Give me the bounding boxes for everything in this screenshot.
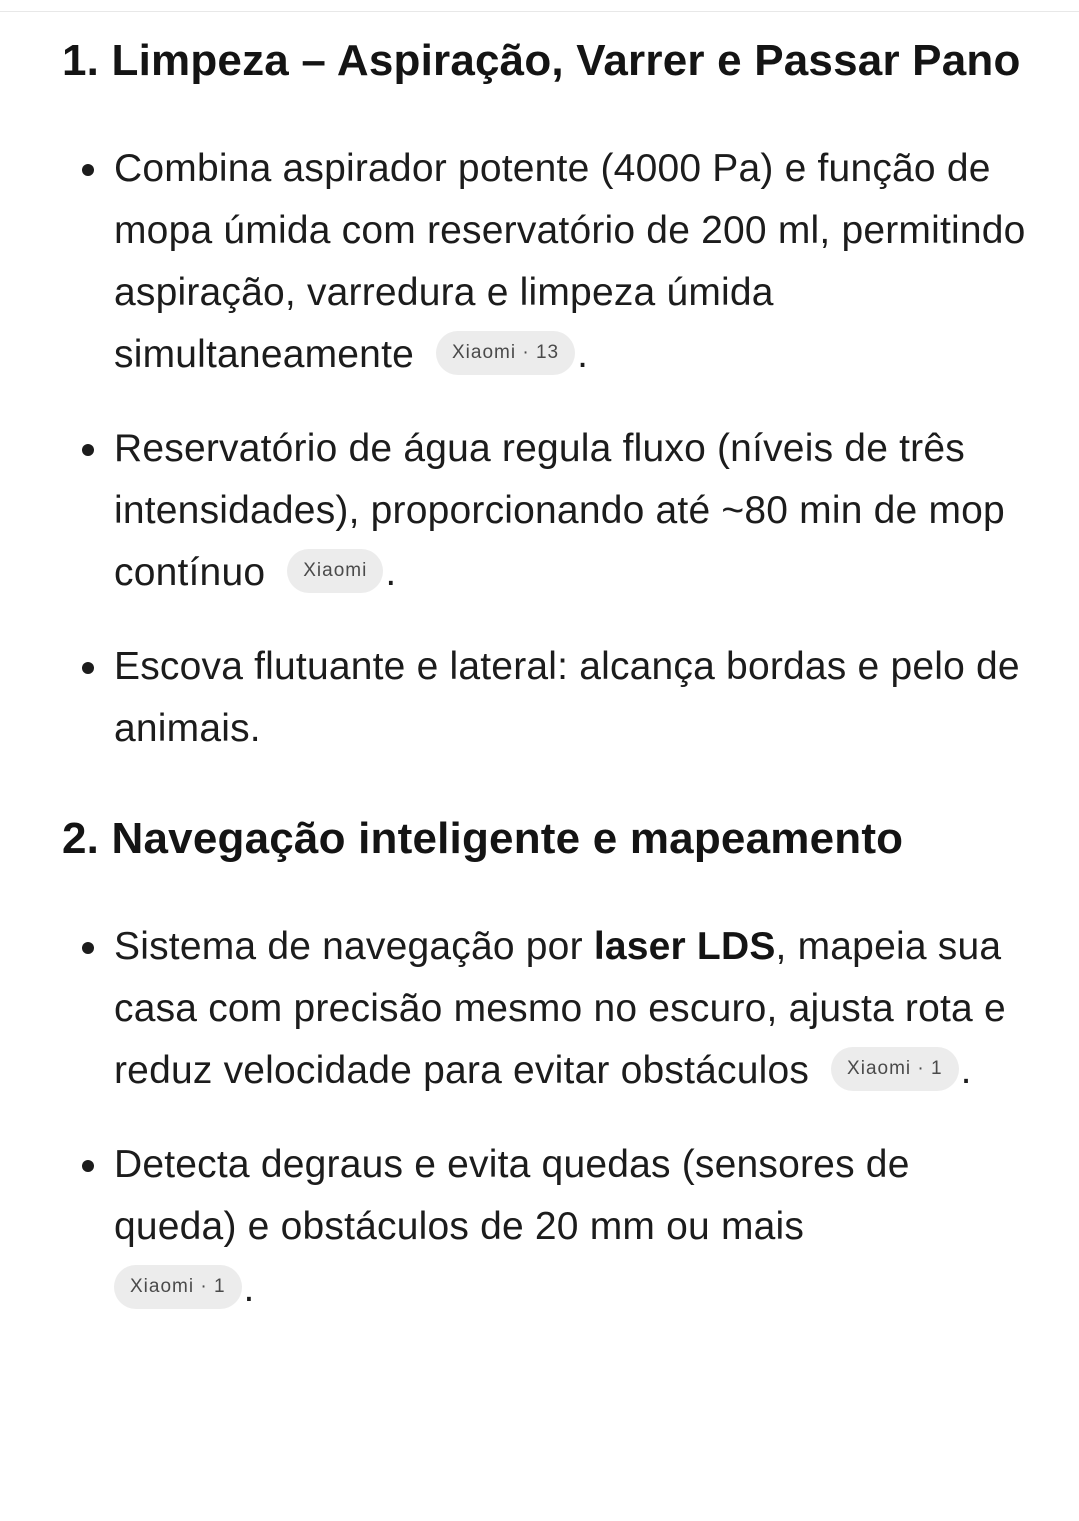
list-item-end: .: [577, 333, 589, 376]
list-item-text: , mapeia sua casa com precisão mesmo no escuro, ajusta rota e reduz velocidade para evitar obstáculos: [114, 925, 1006, 1092]
list-item-text: Reservatório de água regula fluxo (níveis de três intensidades), proporcionando até ~80 min de mop contínuo: [114, 427, 1005, 594]
list-item-end: .: [385, 551, 397, 594]
list-item-text: Detecta degraus e evita quedas (sensores de queda) e obstáculos de 20 mm ou mais: [114, 1143, 910, 1248]
list-item: [62, 636, 1042, 760]
top-divider: [0, 11, 1079, 12]
list-item-end: .: [243, 1267, 255, 1310]
list-item-text: Escova flutuante e lateral: alcança bordas e pelo de animais.: [114, 645, 1020, 750]
cleaning-bullet-list: [62, 138, 1042, 760]
list-item: [62, 138, 1042, 386]
list-item: [62, 1134, 1042, 1320]
citation-chip[interactable]: Xiaomi: [287, 549, 383, 593]
citation-chip[interactable]: Xiaomi · 1: [831, 1047, 959, 1091]
article-content: [62, 30, 1042, 1320]
citation-chip[interactable]: Xiaomi · 13: [436, 331, 575, 375]
section-heading-navigation: 2. Navegação inteligente e mapeamento: [62, 814, 904, 863]
list-item-text: Combina aspirador potente (4000 Pa) e função de mopa úmida com reservatório de 200 ml, permitindo aspiração, varredura e limpeza úmida simultaneamente: [114, 147, 1026, 376]
bold-term: laser LDS: [593, 925, 776, 968]
section-heading-cleaning: 1. Limpeza – Aspiração, Varrer e Passar Pano: [62, 36, 1021, 85]
navigation-bullet-list: [62, 916, 1042, 1320]
list-item: [62, 418, 1042, 604]
citation-chip[interactable]: Xiaomi · 1: [114, 1265, 242, 1309]
list-item: [62, 916, 1042, 1102]
list-item-end: .: [960, 1049, 972, 1092]
list-item-text: Sistema de navegação por: [114, 925, 594, 968]
